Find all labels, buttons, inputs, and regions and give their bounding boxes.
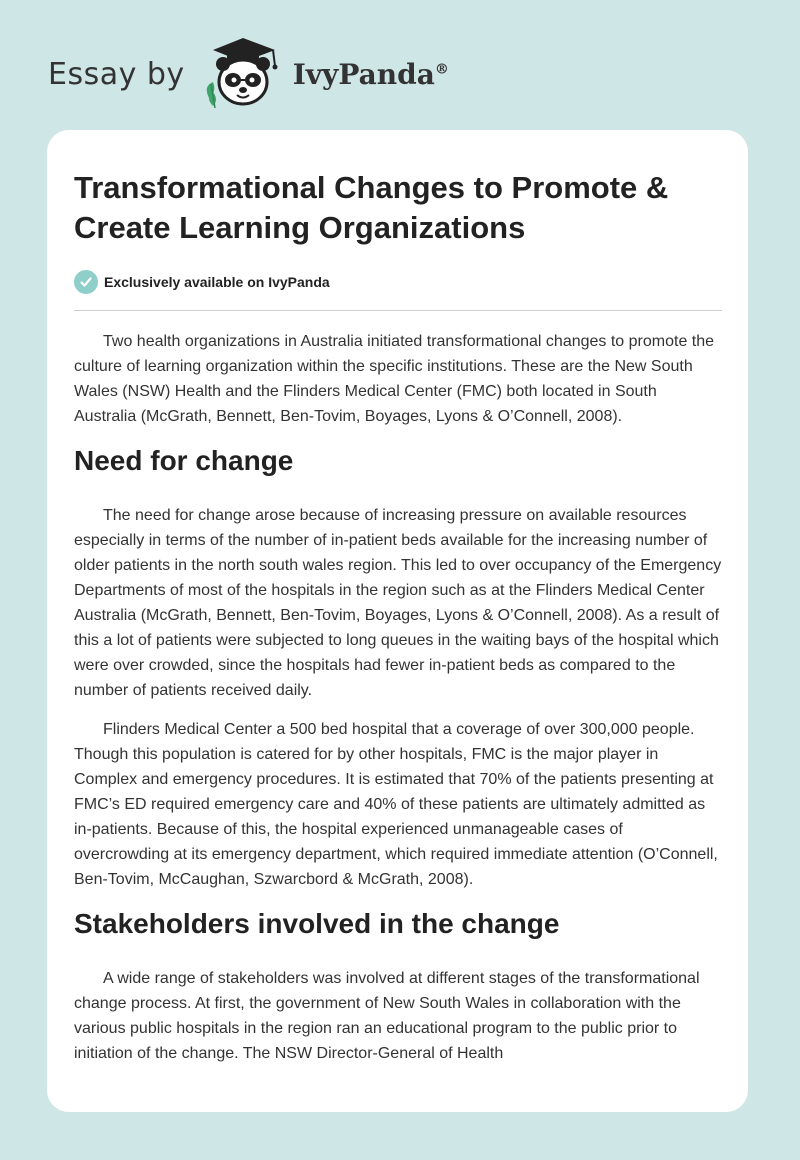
brand-prefix: Essay by [48,56,185,92]
essay-title: Transformational Changes to Promote & Create Learning Organizations [74,170,669,245]
section-heading-need-for-change: Need for change [74,445,294,476]
exclusive-badge [74,268,722,296]
paragraph: A wide range of stakeholders was involved at different stages of the transformational change process. At first, the government of New South Wales in collaboration with the various public hospitals in the region ran an educational program to the public prior to initiation of the change. The NSW Director-General of Health [74,970,700,1062]
paragraph: Flinders Medical Center a 500 bed hospital that a coverage of over 300,000 people. Though this population is catered for by other hospitals, FMC is the major player in Complex and emergency procedures. It is estimated that 70% of the patients presenting at FMC’s ED required emergency care and 40% of these patients are ultimately admitted as in-patients. Because of this, the hospital experienced unmanageable cases of overcrowding at its emergency department, which required immediate attention (O’Connell, Ben-Tovim, McCaughan, Szwarcbord & McGrath, 2008). [74,721,718,888]
check-icon [74,270,98,294]
essay-card [47,130,748,1112]
brand-name[interactable]: IvyPanda® [292,57,449,91]
section-heading-stakeholders: Stakeholders involved in the change [74,908,560,939]
site-header [48,34,449,114]
paragraph: The need for change arose because of increasing pressure on available resources especially in terms of the number of in-patient beds available for the increasing number of older patients in the north south wales region. This led to over occupancy of the Emergency Departments of most of the hospitals in the region such as at the Flinders Medical Center Australia (McGrath, Bennett, Ben-Tovim, Boyages, Lyons & O’Connell, 2008). As a result of this a lot of patients were subjected to long queues in the waiting bays of the hospital which were over crowded, since the hospitals had fewer in-patient beds as compared to the number of patients received daily. [74,507,722,699]
exclusive-label: Exclusively available on IvyPanda [104,274,330,290]
divider [74,310,722,311]
panda-logo-icon[interactable] [199,36,291,112]
intro-paragraph: Two health organizations in Australia initiated transformational changes to promote the culture of learning organization within the specific institutions. These are the New South Wales (NSW) Health and the Flinders Medical Center (FMC) both located in South Australia (McGrath, Bennett, Ben-Tovim, Boyages, Lyons & O’Connell, 2008). [74,333,715,425]
